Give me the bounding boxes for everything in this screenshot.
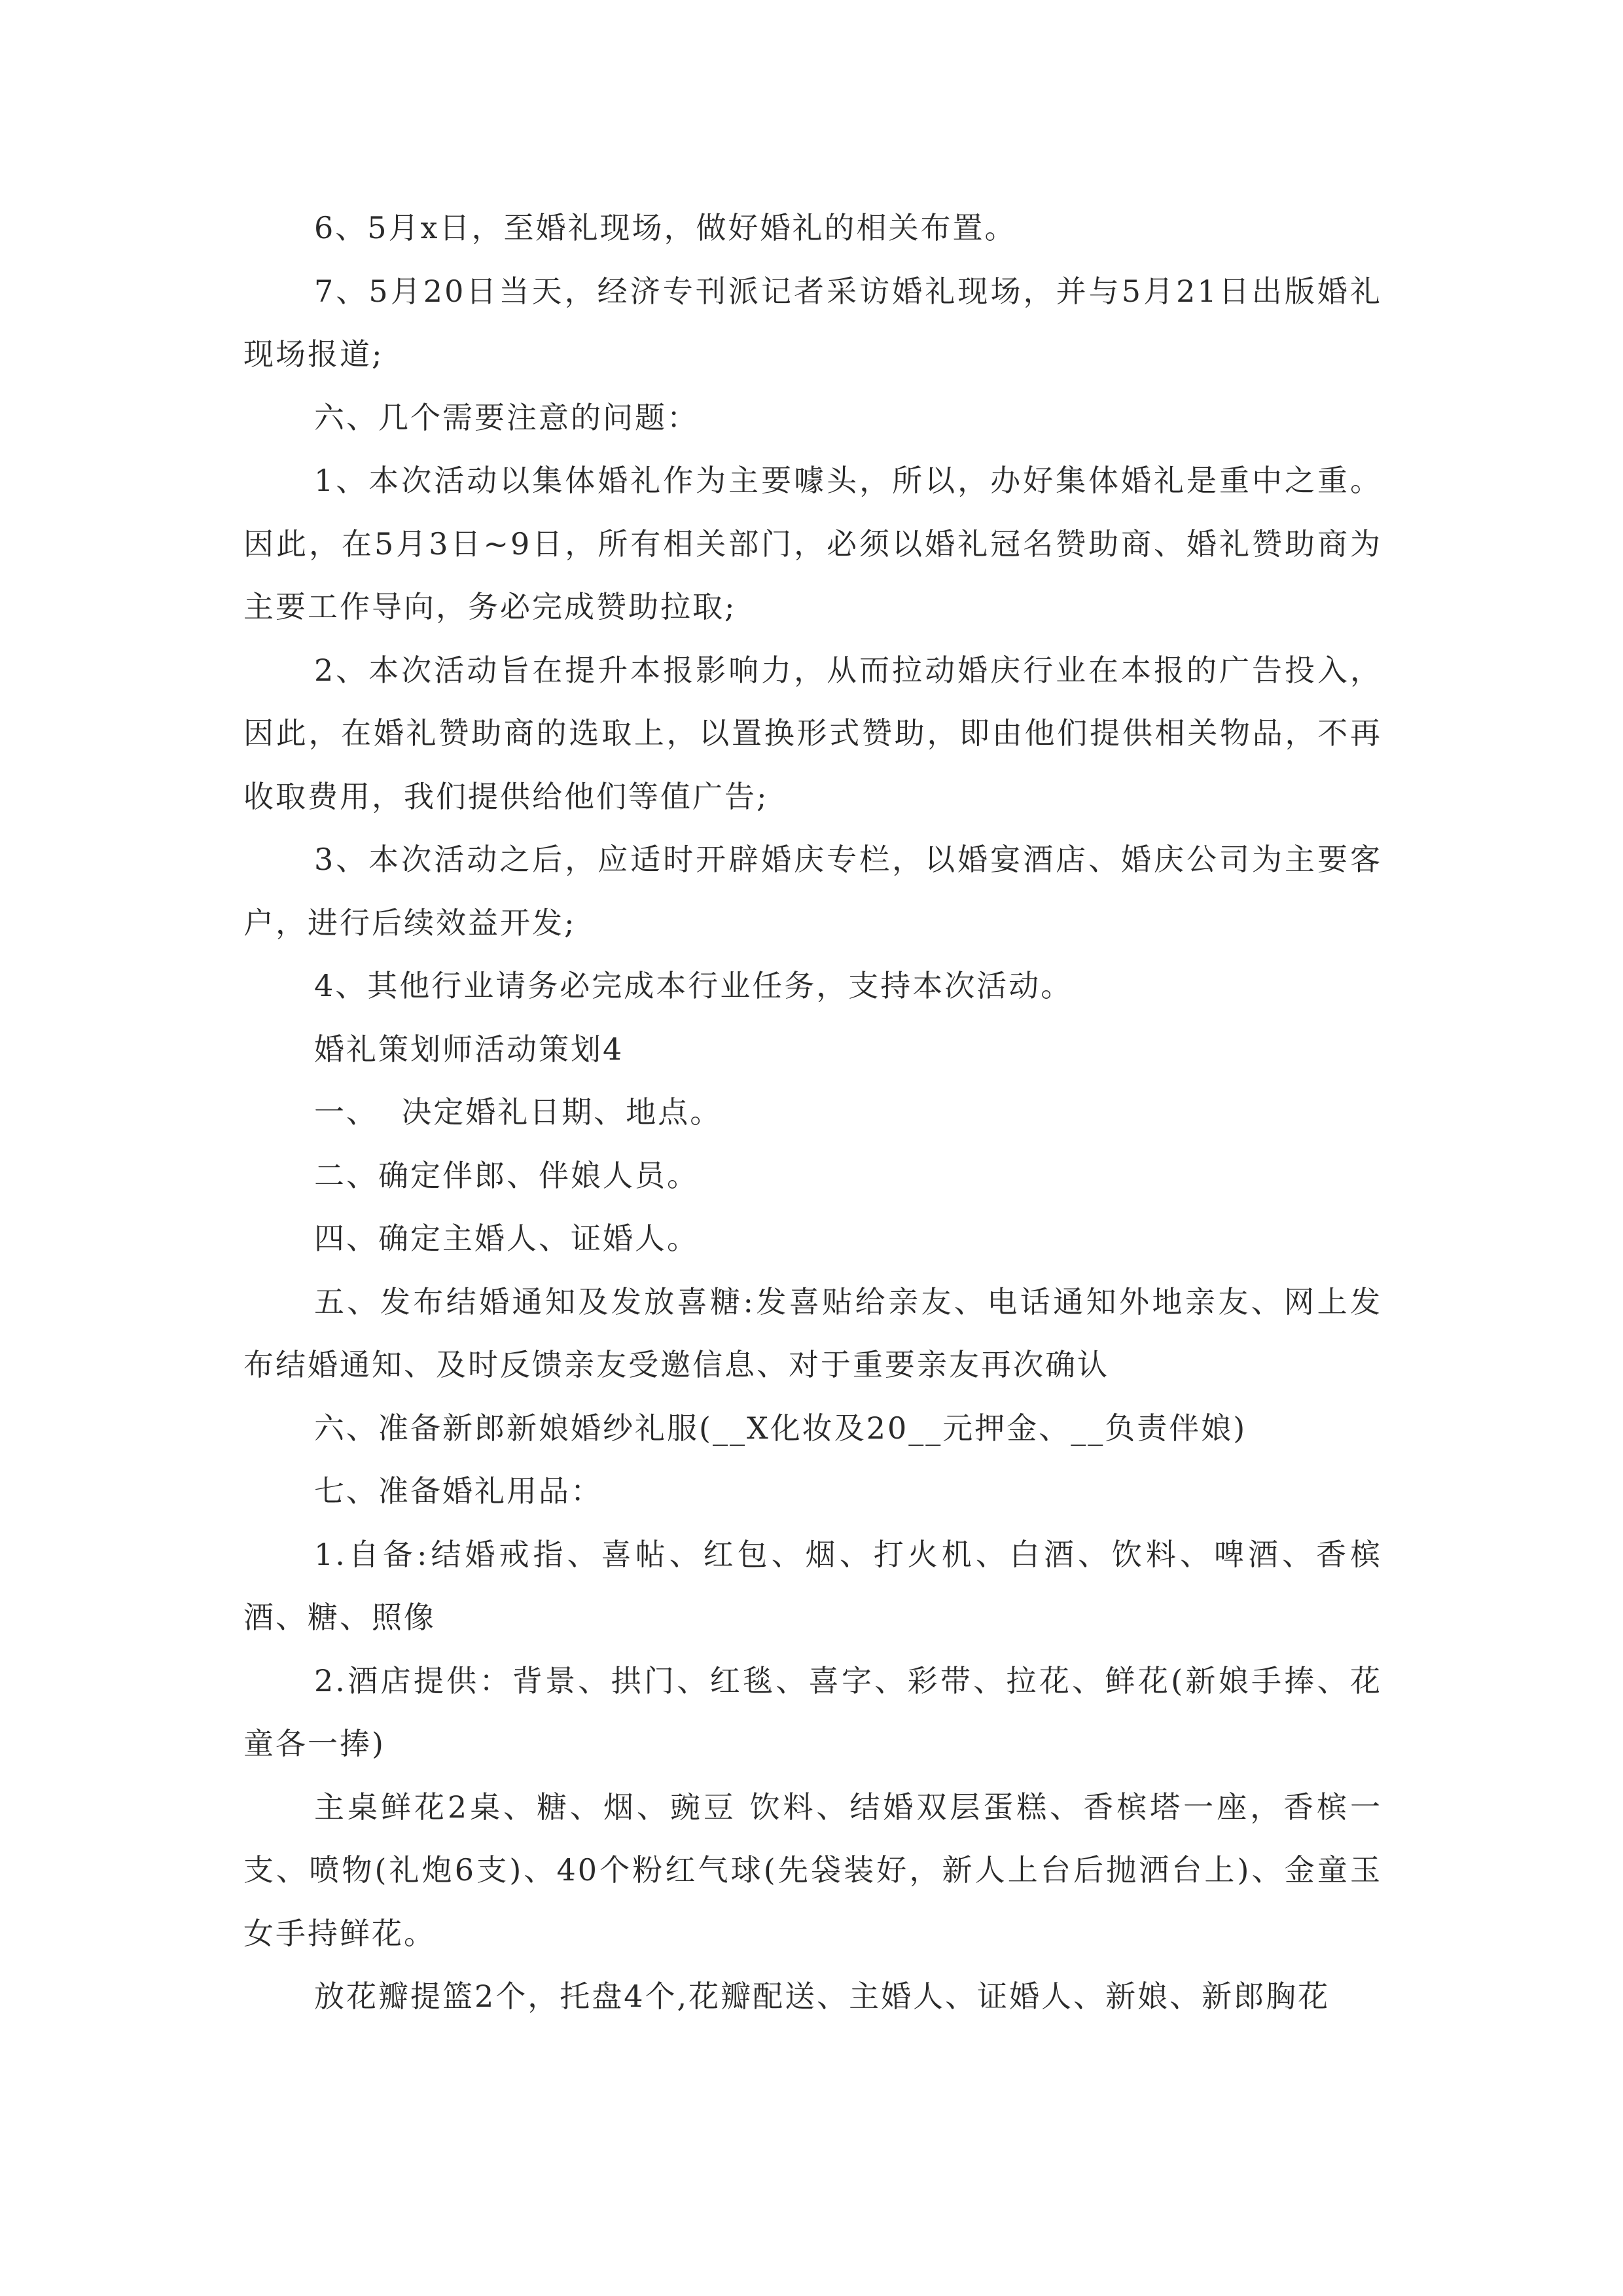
list-item: 四、确定主婚人、证婚人。 <box>314 1221 699 1256</box>
list-item: 2.酒店提供：背景、拱门、红毯、喜字、彩带、拉花、鲜花(新娘手捧、花童各一捧) <box>243 1662 1382 1761</box>
paragraph: 1、本次活动以集体婚礼作为主要噱头，所以，办好集体婚礼是重中之重。因此，在5月3日~9日，所有相关部门，必须以婚礼冠名赞助商、婚礼赞助商为主要工作导向，务必完成赞助拉取; <box>243 463 1382 624</box>
paragraph: 主桌鲜花2桌、糖、烟、豌豆 饮料、结婚双层蛋糕、香槟塔一座，香槟一支、喷物(礼炮6支)、40个粉红气球(先袋装好，新人上台后抛洒台上)、金童玉女手持鲜花。 <box>243 1789 1382 1951</box>
section-heading: 六、几个需要注意的问题： <box>314 399 699 435</box>
list-item: 1.自备:结婚戒指、喜帖、红包、烟、打火机、白酒、饮料、啤酒、香槟酒、糖、照像 <box>243 1536 1382 1635</box>
paragraph: 7、5月20日当天，经济专刊派记者采访婚礼现场，并与5月21日出版婚礼现场报道; <box>243 273 1382 372</box>
list-item: 七、准备婚礼用品： <box>314 1473 603 1509</box>
list-item: 一、 决定婚礼日期、地点。 <box>314 1094 722 1130</box>
list-item: 五、发布结婚通知及发放喜糖:发喜贴给亲友、电话通知外地亲友、网上发布结婚通知、及时反馈亲友受邀信息、对于重要亲友再次确认 <box>243 1283 1382 1382</box>
document-title: 婚礼策划师活动策划4 <box>314 1031 624 1067</box>
list-item: 二、确定伴郎、伴娘人员。 <box>314 1157 699 1193</box>
list-item: 六、准备新郎新娘婚纱礼服(__X化妆及20__元押金、__负责伴娘) <box>314 1410 1247 1446</box>
document-body <box>243 196 1382 2028</box>
paragraph: 4、其他行业请务必完成本行业任务，支持本次活动。 <box>314 968 1073 1003</box>
paragraph: 放花瓣提篮2个，托盘4个,花瓣配送、主婚人、证婚人、新娘、新郎胸花 <box>314 1979 1330 2014</box>
paragraph: 3、本次活动之后，应适时开辟婚庆专栏，以婚宴酒店、婚庆公司为主要客户，进行后续效益开发; <box>243 842 1382 941</box>
paragraph: 6、5月x日，至婚礼现场，做好婚礼的相关布置。 <box>314 210 1017 245</box>
paragraph: 2、本次活动旨在提升本报影响力，从而拉动婚庆行业在本报的广告投入，因此，在婚礼赞助商的选取上，以置换形式赞助，即由他们提供相关物品，不再收取费用，我们提供给他们等值广告; <box>243 652 1382 814</box>
